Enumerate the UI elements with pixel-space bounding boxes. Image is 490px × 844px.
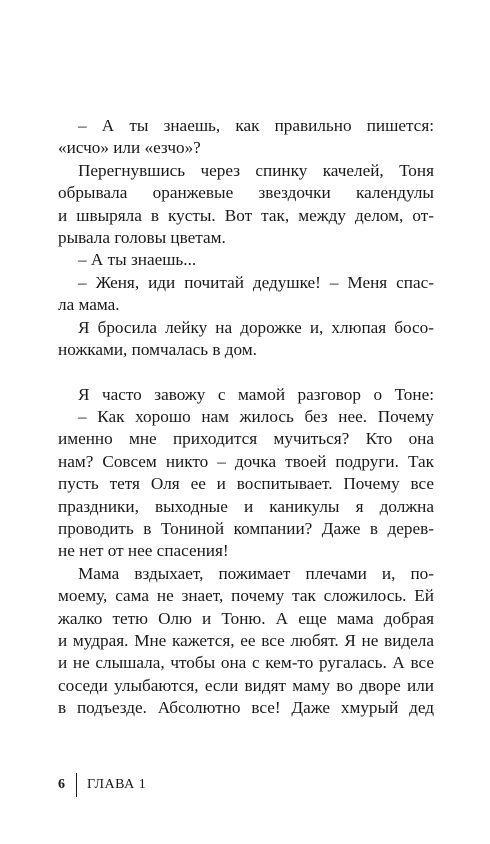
text-line: Мама вздыхает, пожимает плечами и, по- (78, 563, 434, 583)
text-line: соседи улыбаются, если видят маму во дворе или (58, 675, 434, 695)
text-line: именно мне приходится мучиться? Кто она (58, 429, 434, 449)
text-line: нам? Совсем никто – дочка твоей подруги. Так (58, 451, 434, 471)
text-line: ножками, помчалась в дом. (58, 339, 257, 359)
chapter-title: ГЛАВА 1 (87, 777, 147, 792)
text-line: Я часто завожу с мамой разговор о Тоне: (78, 384, 434, 404)
text-line: в подъезде. Абсолютно все! Даже хмурый дед (58, 698, 434, 718)
text-line: ла мама. (58, 295, 120, 315)
footer-divider (76, 773, 77, 797)
text-line: жалко тетю Олю и Тоню. А еще мама добрая (58, 608, 434, 628)
page-number: 6 (58, 777, 65, 792)
text-line: рывала головы цветам. (58, 227, 226, 247)
text-line: – Женя, иди почитай дедушке! – Меня спас- (78, 272, 434, 292)
text-line: проводить в Тониной компании? Даже в дерев- (58, 519, 434, 539)
text-line: и швыряла в кусты. Вот так, между делом, от- (58, 205, 434, 225)
page-footer (58, 773, 146, 797)
text-line: Я бросила лейку на дорожке и, хлюпая босо- (78, 317, 434, 337)
text-line: «исчо» или «езчо»? (58, 138, 201, 158)
text-line: моему, сама не знает, почему так сложилось. Ей (58, 586, 434, 606)
book-page-text (58, 115, 434, 720)
text-line: – А ты знаешь, как правильно пишется: (78, 116, 434, 135)
text-line: праздники, выходные и каникулы я должна (58, 496, 434, 516)
text-line: Перегнувшись через спинку качелей, Тоня (78, 160, 434, 180)
text-line: не нет от нее спасения! (58, 541, 229, 561)
text-line: и мудрая. Мне кажется, ее все любят. Я не видела (58, 630, 434, 650)
text-line: – А ты знаешь... (78, 250, 197, 270)
text-line: обрывала оранжевые звездочки календулы (58, 183, 434, 203)
section-break (58, 361, 434, 383)
text-line: пусть тетя Оля ее и воспитывает. Почему все (58, 474, 434, 494)
text-line: – Как хорошо нам жилось без нее. Почему (78, 407, 434, 427)
text-line: и не слышала, чтобы она с кем-то ругалась. А все (58, 653, 434, 673)
